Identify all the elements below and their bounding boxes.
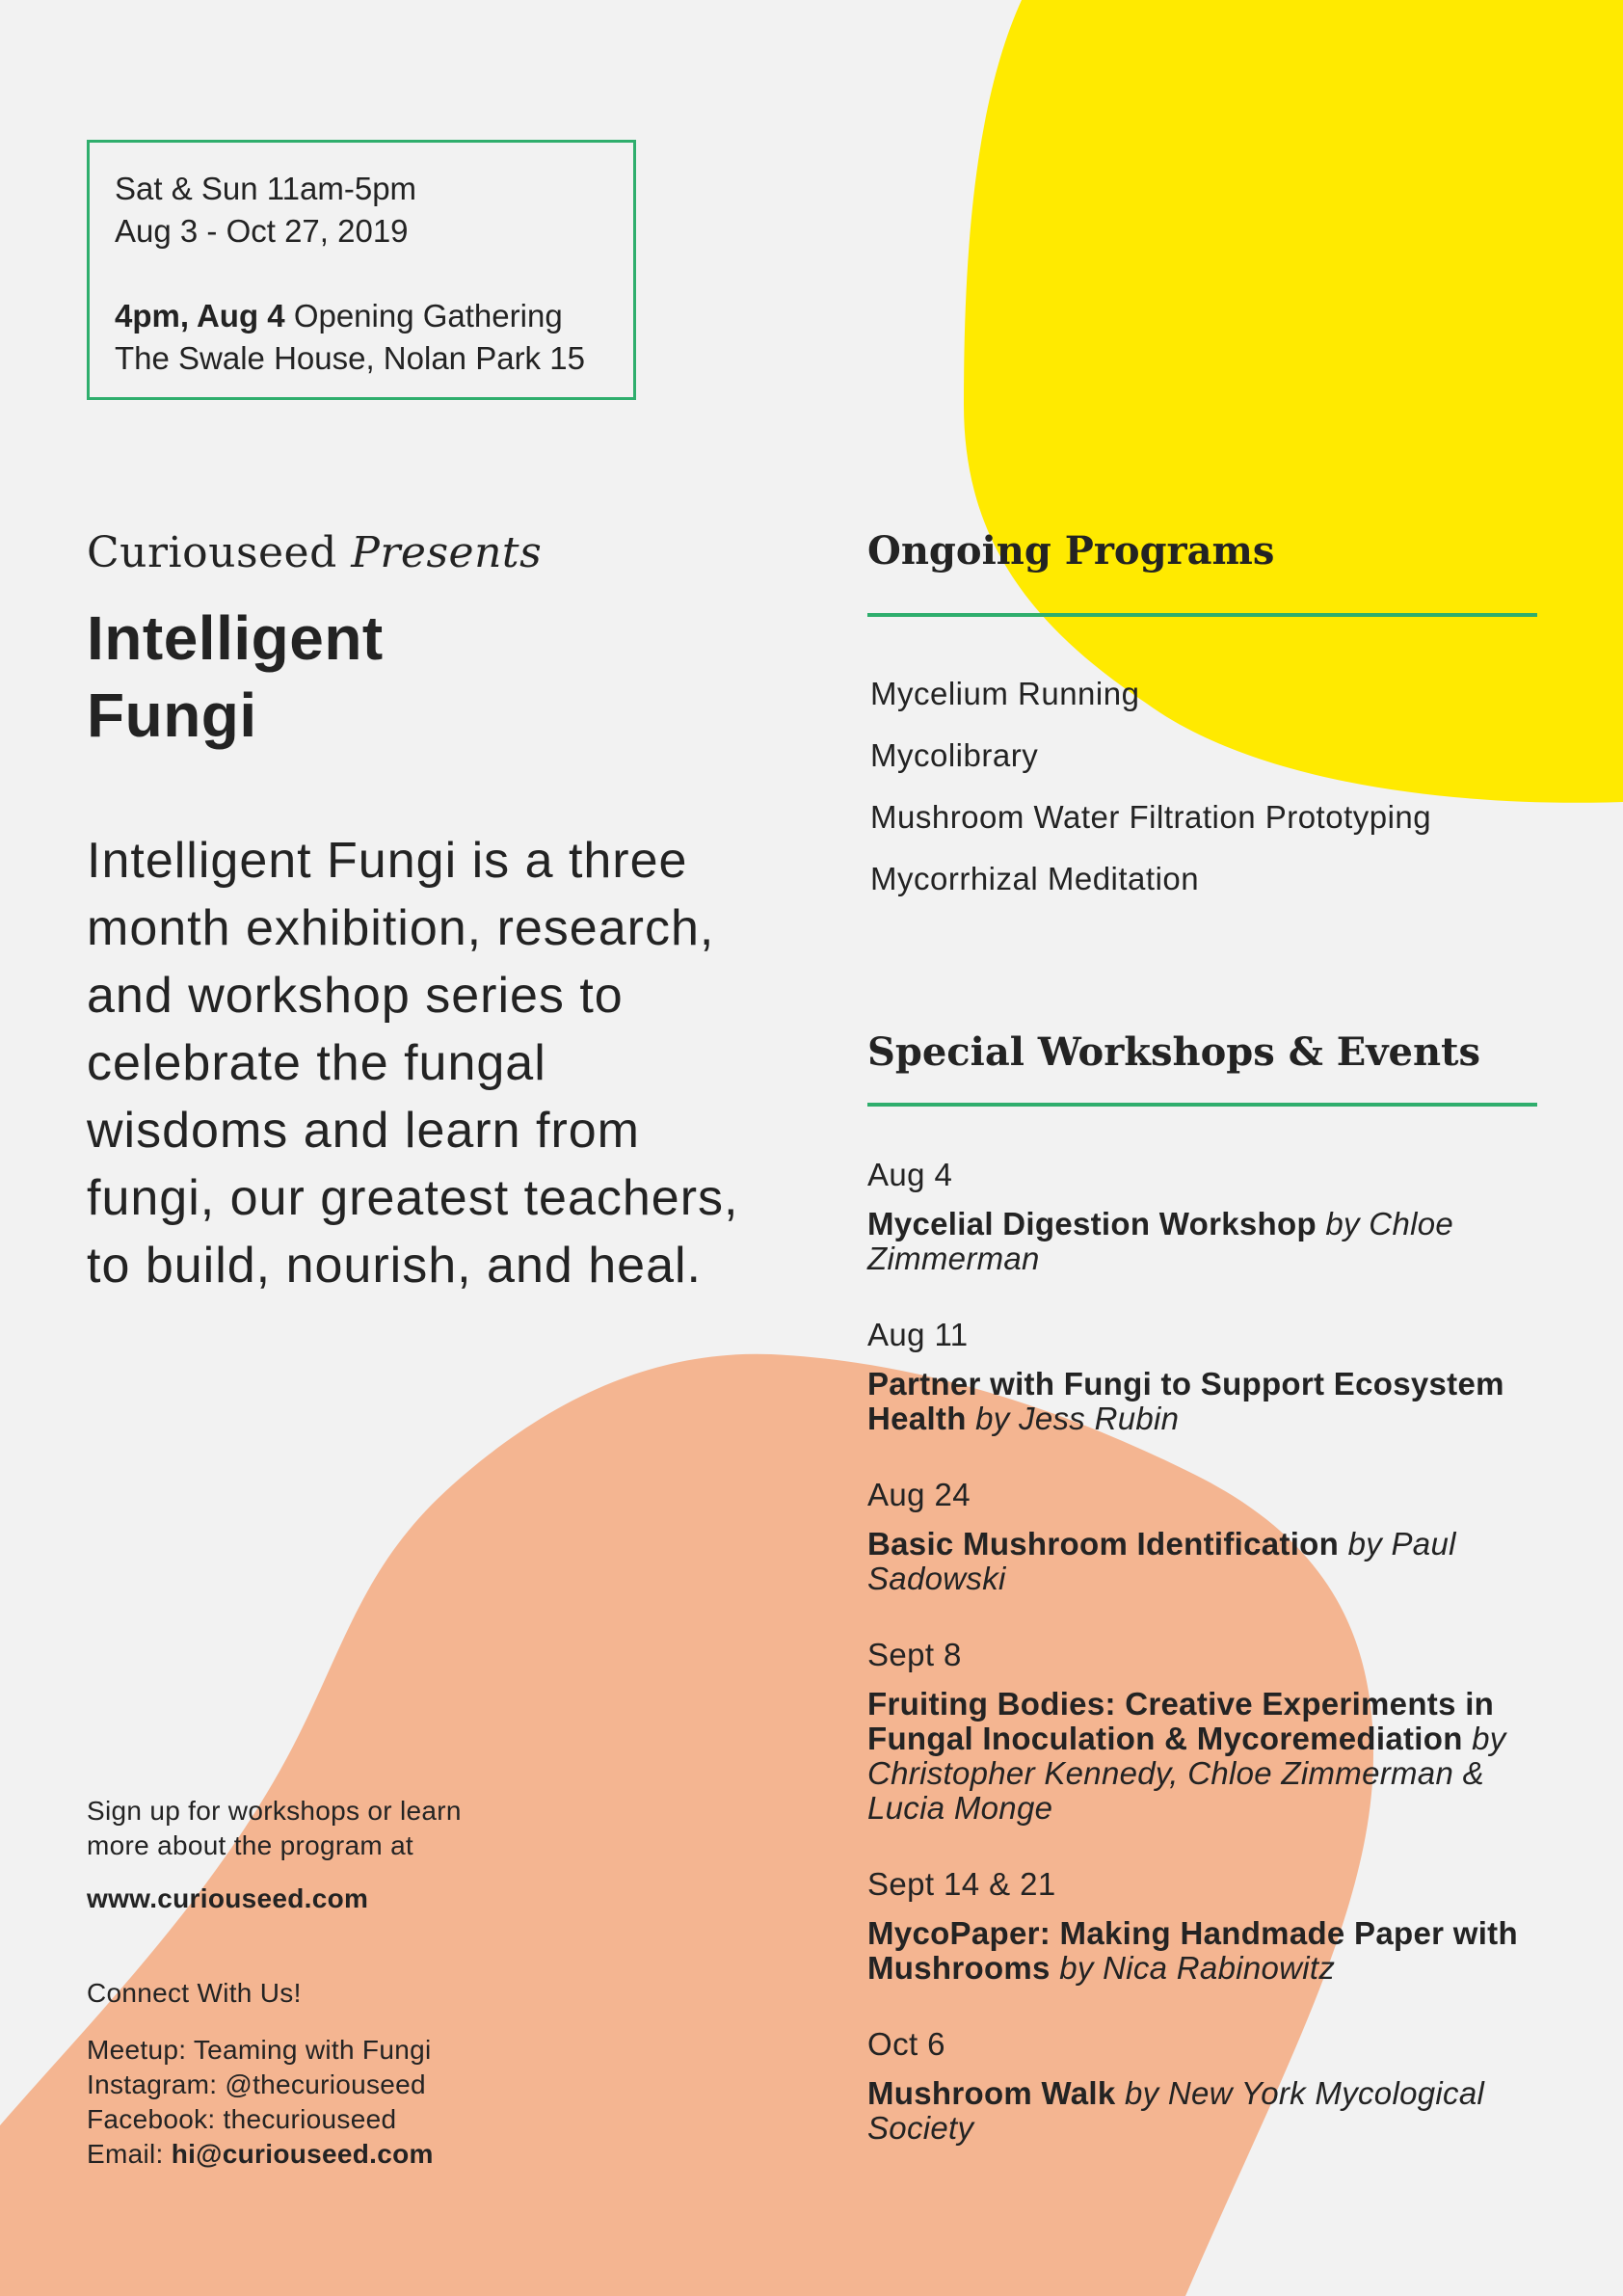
program-item: Mycelium Running [870, 676, 1140, 711]
contact-list [87, 2033, 434, 2172]
email-line [87, 2137, 434, 2172]
event-date: Oct 6 [867, 2026, 945, 2062]
event-host: by Christopher Kennedy, Chloe Zimmerman & Lucia Monge [867, 1721, 1506, 1826]
ongoing-programs-heading: Ongoing Programs [867, 528, 1537, 617]
facebook-line: Facebook: thecuriouseed [87, 2104, 397, 2134]
event-item [867, 1635, 1561, 1826]
event-host: by New York Mycological Society [867, 2075, 1485, 2146]
event-title: Partner with Fungi to Support Ecosystem Health [867, 1366, 1504, 1436]
event-title: Fruiting Bodies: Creative Experiments in Fungal Inoculation & Mycoremediation [867, 1686, 1495, 1756]
title-line-1: Intelligent [87, 603, 384, 673]
opening-line [115, 295, 633, 337]
program-item: Mushroom Water Filtration Prototyping [870, 799, 1432, 835]
event-item [867, 1475, 1561, 1596]
event-date: Sept 14 & 21 [867, 1866, 1056, 1902]
dates-text: Aug 3 - Oct 27, 2019 [115, 213, 409, 249]
website-link[interactable]: www.curiouseed.com [87, 1883, 369, 1913]
event-item [867, 1864, 1561, 1986]
connect-heading: Connect With Us! [87, 1978, 302, 2008]
events-list [867, 1155, 1561, 2184]
email-label: Email: [87, 2139, 164, 2169]
email-link[interactable]: hi@curiouseed.com [171, 2139, 434, 2169]
event-date: Sept 8 [867, 1637, 962, 1672]
event-item [867, 1155, 1561, 1276]
event-title: MycoPaper: Making Handmade Paper with Mushrooms [867, 1915, 1518, 1986]
event-info-box [87, 140, 636, 400]
event-host: by Jess Rubin [975, 1401, 1180, 1436]
event-item [867, 2024, 1561, 2146]
event-host: by Chloe Zimmerman [867, 1206, 1454, 1276]
hours-text: Sat & Sun 11am-5pm [115, 171, 417, 206]
presents-word: Presents [351, 528, 543, 577]
ongoing-programs-list [870, 663, 1431, 910]
meetup-line: Meetup: Teaming with Fungi [87, 2035, 432, 2065]
event-title: Mycelial Digestion Workshop [867, 1206, 1317, 1241]
event-date: Aug 4 [867, 1157, 953, 1192]
title-line-2: Fungi [87, 681, 257, 750]
program-item: Mycolibrary [870, 737, 1039, 773]
venue-text: The Swale House, Nolan Park 15 [115, 340, 585, 376]
opening-time: 4pm, Aug 4 [115, 298, 285, 334]
event-date: Aug 24 [867, 1477, 971, 1512]
instagram-line: Instagram: @thecuriouseed [87, 2069, 426, 2099]
presenter-line [87, 528, 542, 577]
workshops-heading: Special Workshops & Events [867, 1029, 1537, 1107]
signup-text: Sign up for workshops or learn more about the program at [87, 1796, 462, 1860]
event-title: Mushroom Walk [867, 2075, 1116, 2111]
presenter-name: Curiouseed [87, 528, 337, 577]
opening-label: Opening Gathering [293, 298, 563, 334]
event-item [867, 1315, 1561, 1436]
program-item: Mycorrhizal Meditation [870, 861, 1200, 896]
intro-paragraph: Intelligent Fungi is a three month exhibition, research, and workshop series to celebrate the fungal wisdoms and learn from fungi, our greatest teachers, to build, nourish, and heal. [87, 833, 739, 1294]
page-title [87, 600, 665, 754]
event-host: by Nica Rabinowitz [1059, 1950, 1336, 1986]
event-host: by Paul Sadowski [867, 1526, 1456, 1596]
event-date: Aug 11 [867, 1317, 969, 1352]
event-title: Basic Mushroom Identification [867, 1526, 1340, 1562]
